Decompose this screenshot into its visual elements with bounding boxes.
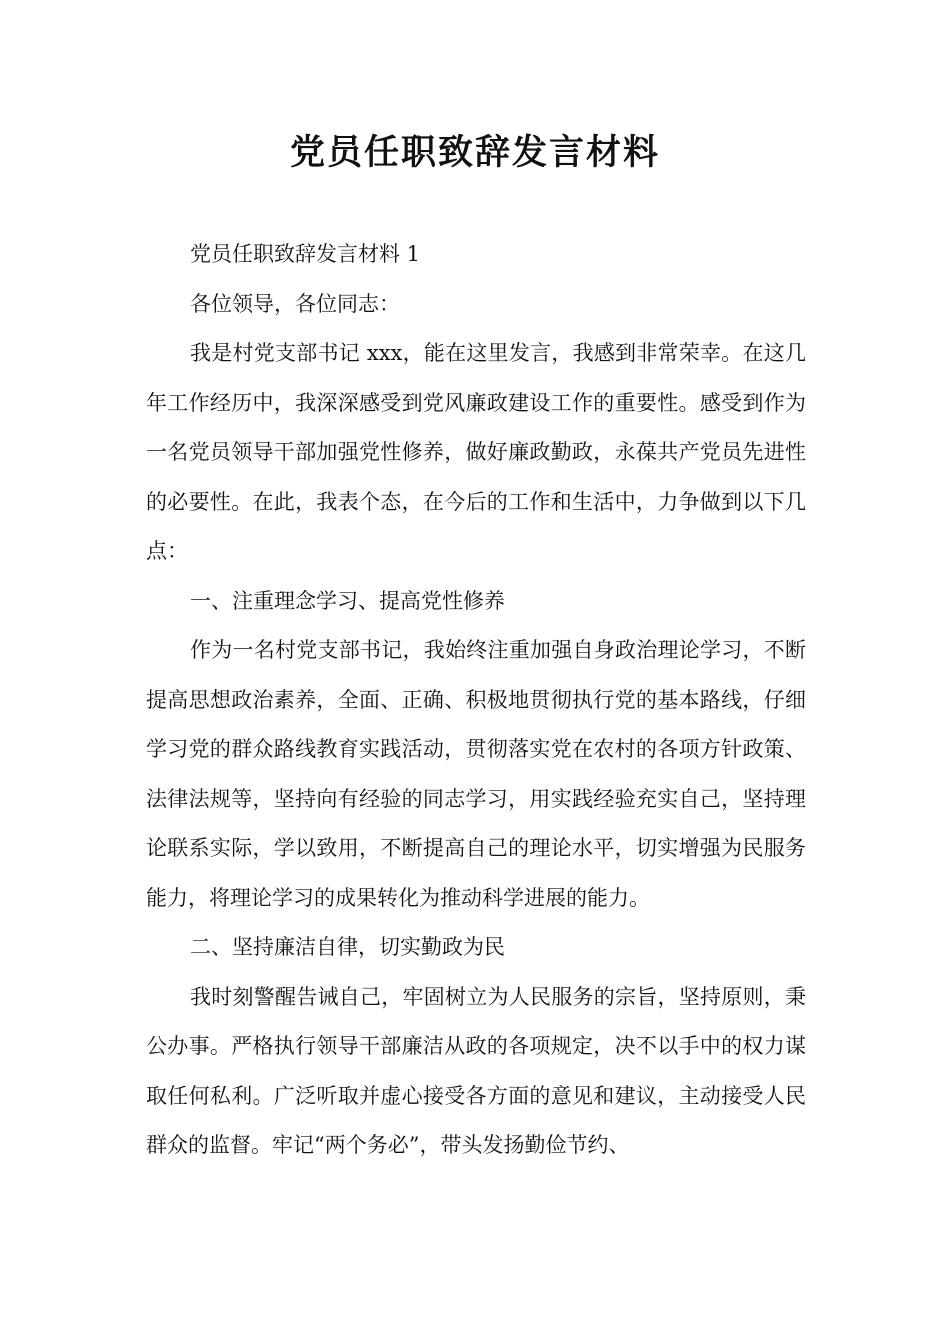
heading-one: 一、注重理念学习、提高党性修养 (190, 588, 505, 613)
section-subtitle: 党员任职致辞发言材料 1 (190, 242, 421, 266)
salutation: 各位领导，各位同志： (190, 291, 400, 316)
heading-two: 二、坚持廉洁自律，切实勤政为民 (190, 935, 505, 959)
document-body (146, 230, 806, 1171)
paragraph-intro: 我是村党支部书记 xxx，能在这里发言，我感到非常荣幸。在这几年工作经历中，我深深感受到党风廉政建设工作的重要性。感受到作为一名党员领导干部加强党性修养，做好廉政勤政，永葆共产党员先进性的必要性。在此，我表个态，在今后的工作和生活中，力争做到以下几点： (146, 341, 806, 563)
document-title: 党员任职致辞发言材料 (289, 133, 660, 173)
paragraph-study: 作为一名村党支部书记，我始终注重加强自身政治理论学习，不断提高思想政治素养，全面、正确、积极地贯彻执行党的基本路线，仔细学习党的群众路线教育实践活动，贯彻落实党在农村的各项方针政策、法律法规等，坚持向有经验的同志学习，用实践经验充实自己，坚持理论联系实际，学以致用，不断提高自己的理论水平，切实增强为民服务能力，将理论学习的成果转化为推动科学进展的能力。 (146, 638, 806, 910)
paragraph-integrity: 我时刻警醒告诫自己，牢固树立为人民服务的宗旨，坚持原则，秉公办事。严格执行领导干部廉洁从政的各项规定，决不以手中的权力谋取任何私利。广泛听取并虚心接受各方面的意见和建议，主动接受人民群众的监督。牢记“两个务必”，带头发扬勤俭节约、 (146, 984, 806, 1157)
